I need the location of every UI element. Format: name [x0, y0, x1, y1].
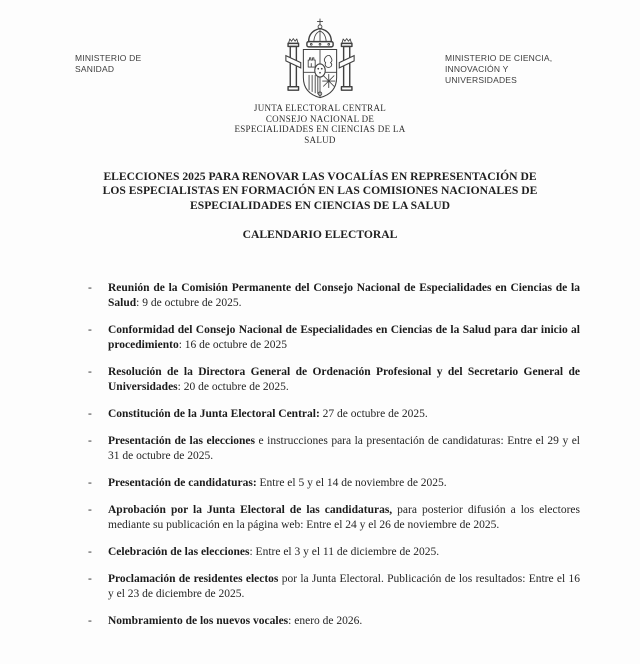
title-line: ESPECIALIDADES EN CIENCIAS DE LA SALUD: [190, 198, 450, 212]
calendar-item-rest: para posterior difusión a los electores mediante su publicación en la página web: Entre el 24 y el 26 de noviembre de 2025.: [108, 504, 580, 531]
calendar-item: [88, 365, 580, 395]
calendar-item: [88, 434, 580, 464]
calendar-item-rest: e instrucciones para la presentación de candidaturas: Entre el 29 y el 31 de octubre de 2025.: [108, 435, 580, 462]
dash-bullet: -: [88, 546, 92, 558]
calendar-item-bold: Nombramiento de los nuevos vocales: [108, 615, 289, 627]
calendar-item: [88, 476, 580, 491]
calendar-item-bold: Presentación de las elecciones: [108, 435, 256, 447]
dash-bullet: -: [88, 324, 92, 336]
dash-bullet: -: [88, 282, 92, 294]
dash-bullet: -: [88, 573, 92, 585]
calendar-item-bold: Conformidad del Consejo Nacional de Especialidades en Ciencias de la Salud para dar inicio al procedimiento: [108, 324, 580, 351]
calendar-item-text: [108, 545, 580, 560]
calendar-list: [88, 281, 580, 641]
ministry-ciencia-line: UNIVERSIDADES: [445, 75, 518, 85]
calendar-item-rest: 27 de octubre de 2025.: [319, 408, 428, 420]
calendar-item: [88, 572, 580, 602]
dash-bullet: -: [88, 477, 92, 489]
calendar-item-rest: por la Junta Electoral. Publicación de los resultados: Entre el 16 y el 23 de diciembre de 2025.: [108, 573, 580, 600]
calendar-item: [88, 281, 580, 311]
calendar-item-bold: Resolución de la Directora General de Ordenación Profesional y del Secretario General de Universidades: [108, 366, 580, 393]
calendar-item-rest: : enero de 2026.: [288, 615, 363, 627]
calendar-item-text: [108, 614, 580, 629]
document-subtitle: CALENDARIO ELECTORAL: [242, 228, 398, 241]
dash-bullet: -: [88, 435, 92, 447]
org-caption-line: JUNTA ELECTORAL CENTRAL: [253, 103, 387, 113]
title-line: ELECCIONES 2025 PARA RENOVAR LAS VOCALÍAS EN REPRESENTACIÓN DE: [103, 170, 537, 183]
calendar-item-text: [108, 365, 580, 395]
calendar-item-text: [108, 434, 580, 464]
calendar-item-rest: Entre el 5 y el 14 de noviembre de 2025.: [256, 477, 447, 489]
calendar-item: [88, 545, 580, 560]
calendar-item: [88, 503, 580, 533]
org-caption-line: ESPECIALIDADES EN CIENCIAS DE LA: [234, 124, 406, 134]
ministry-ciencia-line: INNOVACIÓN Y: [445, 64, 509, 74]
ministry-ciencia-line: MINISTERIO DE CIENCIA,: [445, 53, 553, 63]
document-title: [60, 170, 580, 213]
org-caption: [0, 103, 640, 145]
calendar-item-text: [108, 281, 580, 311]
dash-bullet: -: [88, 615, 92, 627]
ministry-ciencia-label: [445, 53, 552, 86]
spain-coat-of-arms-icon: [276, 18, 364, 107]
org-caption-line: SALUD: [304, 134, 336, 145]
dash-bullet: -: [88, 408, 92, 420]
dash-bullet: -: [88, 366, 92, 378]
org-caption-line: CONSEJO NACIONAL DE: [265, 113, 375, 124]
calendar-item-rest: : 9 de octubre de 2025.: [136, 297, 242, 309]
calendar-item-bold: Aprobación por la Junta Electoral de las candidaturas,: [108, 504, 393, 516]
calendar-item-bold: Presentación de candidaturas:: [108, 477, 257, 489]
ministry-sanidad-line: SANIDAD: [75, 64, 115, 74]
calendar-item: [88, 407, 580, 422]
calendar-item-text: [108, 407, 580, 422]
calendar-item: [88, 614, 580, 629]
calendar-item-text: [108, 572, 580, 602]
calendar-item-rest: : 16 de octubre de 2025: [178, 339, 287, 351]
calendar-item-bold: Constitución de la Junta Electoral Central:: [108, 408, 320, 420]
calendar-item-rest: : Entre el 3 y el 11 de diciembre de 2025.: [249, 546, 440, 558]
calendar-item: [88, 323, 580, 353]
calendar-item-bold: Proclamación de residentes electos: [108, 573, 279, 585]
calendar-item-rest: : 20 de octubre de 2025.: [177, 381, 289, 393]
ministry-sanidad-line: MINISTERIO DE: [75, 53, 142, 63]
calendar-item-text: [108, 476, 580, 491]
calendar-item-text: [108, 323, 580, 353]
ministry-sanidad-label: [75, 53, 141, 75]
calendar-item-text: [108, 503, 580, 533]
calendar-item-bold: Reunión de la Comisión Permanente del Consejo Nacional de Especialidades en Ciencias de la Salud: [108, 282, 580, 309]
dash-bullet: -: [88, 504, 92, 516]
calendar-item-bold: Celebración de las elecciones: [108, 546, 250, 558]
title-line: LOS ESPECIALISTAS EN FORMACIÓN EN LAS COMISIONES NACIONALES DE: [102, 184, 538, 198]
